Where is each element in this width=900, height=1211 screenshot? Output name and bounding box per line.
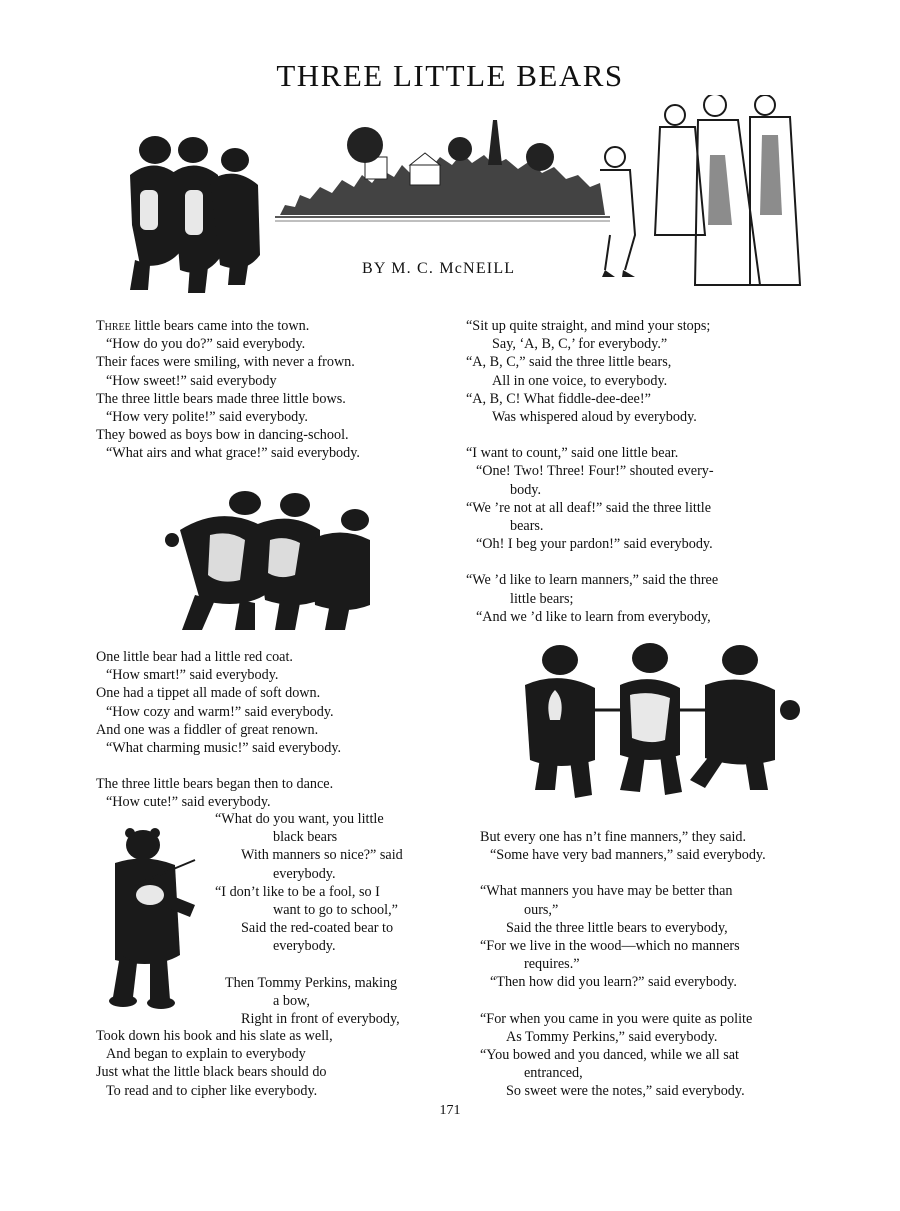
three-bears-dancing-icon: [500, 640, 810, 805]
verse-line: “How very polite!” said everybody.: [106, 409, 308, 426]
verse-line: “I don’t like to be a fool, so I: [215, 883, 380, 900]
page-number: 171: [439, 1103, 461, 1118]
verse-line: Then Tommy Perkins, making: [225, 974, 398, 991]
stanza-gap: [215, 956, 403, 974]
verse-line: “We ’d like to learn manners,” said the three: [466, 572, 719, 589]
verse-line: And began to explain to everybody: [106, 1046, 306, 1063]
verse-line: “What do you want, you little: [215, 811, 384, 827]
verse-line: Was whispered aloud by everybody.: [492, 409, 697, 426]
byline: BY M. C. McNEILL: [362, 260, 516, 277]
verse-line: body.: [510, 481, 541, 498]
verse-line: But every one has n’t fine manners,” they said.: [480, 829, 747, 845]
verse-line: “And we ’d like to learn from everybody,: [476, 608, 711, 625]
verse-block-col1-b: [96, 648, 341, 812]
verse-line: everybody.: [273, 865, 336, 882]
verse-line: Just what the little black bears should do: [96, 1064, 327, 1081]
page-title: THREE LITTLE BEARS: [276, 58, 624, 93]
stanza-gap: [466, 426, 718, 444]
stanza-gap: [480, 992, 766, 1010]
verse-line: black bears: [273, 829, 338, 846]
verse-line: “A, B, C! What fiddle-dee-dee!”: [466, 390, 651, 407]
verse-block-col1-d: [96, 1027, 333, 1100]
verse-line: “Sit up quite straight, and mind your stops;: [466, 318, 711, 334]
verse-line: want to go to school,”: [273, 902, 398, 919]
verse-line: Said the red-coated bear to: [241, 920, 394, 937]
verse-line: “For when you came in you were quite as polite: [480, 1010, 753, 1027]
verse-line: They bowed as boys bow in dancing-school.: [96, 427, 349, 444]
verse-line: The three little bears made three little bows.: [96, 390, 346, 407]
verse-line: Their faces were smiling, with never a frown.: [96, 354, 355, 371]
verse-line: Said the three little bears to everybody,: [506, 919, 728, 936]
verse-line: bears.: [510, 518, 544, 535]
verse-line: “Some have very bad manners,” said everybody.: [490, 847, 766, 864]
verse-line: “I want to count,” said one little bear.: [466, 445, 679, 462]
stanza-gap: [466, 553, 718, 571]
verse-line: little bears;: [510, 590, 574, 607]
verse-line: So sweet were the notes,” said everybody.: [506, 1083, 745, 1100]
bear-fiddler-icon: [95, 825, 205, 1010]
verse-line: Took down his book and his slate as well,: [96, 1028, 333, 1044]
verse-line: “A, B, C,” said the three little bears,: [466, 354, 672, 371]
verse-line: entranced,: [524, 1065, 583, 1082]
stanza-gap: [480, 864, 766, 882]
verse-line: “You bowed and you danced, while we all sat: [480, 1047, 739, 1064]
verse-line: a bow,: [273, 992, 310, 1009]
verse-line: “What airs and what grace!” said everybody.: [106, 445, 360, 462]
verse-line: “Then how did you learn?” said everybody.: [490, 974, 737, 991]
verse-line: And one was a fiddler of great renown.: [96, 721, 319, 738]
verse-block-col2-a: [466, 317, 718, 626]
three-bears-walking-icon: [160, 485, 385, 635]
verse-line: “What manners you have may be better than: [480, 883, 733, 900]
verse-line: “How cute!” said everybody.: [106, 794, 271, 811]
verse-line: Say, ‘A, B, C,’ for everybody.”: [492, 336, 668, 353]
verse-line: “One! Two! Three! Four!” shouted every-: [476, 463, 714, 480]
verse-line: “How cozy and warm!” said everybody.: [106, 703, 334, 720]
verse-line: All in one voice, to everybody.: [492, 372, 668, 389]
verse-line: everybody.: [273, 938, 336, 955]
verse-line: Right in front of everybody,: [241, 1011, 400, 1028]
verse-line: The three little bears began then to dance.: [96, 776, 334, 793]
verse-line: “For we live in the wood—which no manners: [480, 938, 740, 955]
verse-line: “How do you do?” said everybody.: [106, 336, 306, 353]
verse-line: “How smart!” said everybody.: [106, 667, 279, 684]
verse-line: One little bear had a little red coat.: [96, 649, 293, 665]
verse-line: “What charming music!” said everybody.: [106, 740, 342, 757]
verse-line: “Oh! I beg your pardon!” said everybody.: [476, 536, 713, 553]
stanza-gap: [96, 757, 341, 775]
verse-line: To read and to cipher like everybody.: [106, 1082, 318, 1099]
verse-line: requires.”: [524, 956, 580, 973]
verse-block-col1-c: [215, 810, 403, 1028]
verse-line: One had a tippet all made of soft down.: [96, 685, 321, 702]
verse-line: ours,”: [524, 901, 559, 918]
verse-line: As Tommy Perkins,” said everybody.: [506, 1028, 718, 1045]
verse-line: With manners so nice?” said: [241, 847, 403, 864]
verse-line: Three little bears came into the town.: [96, 318, 310, 334]
verse-block-col2-b: [480, 828, 766, 1101]
verse-line: “How sweet!” said everybody: [106, 372, 277, 389]
verse-block-col1-a: [96, 317, 360, 463]
verse-line: “We ’re not at all deaf!” said the three little: [466, 499, 712, 516]
